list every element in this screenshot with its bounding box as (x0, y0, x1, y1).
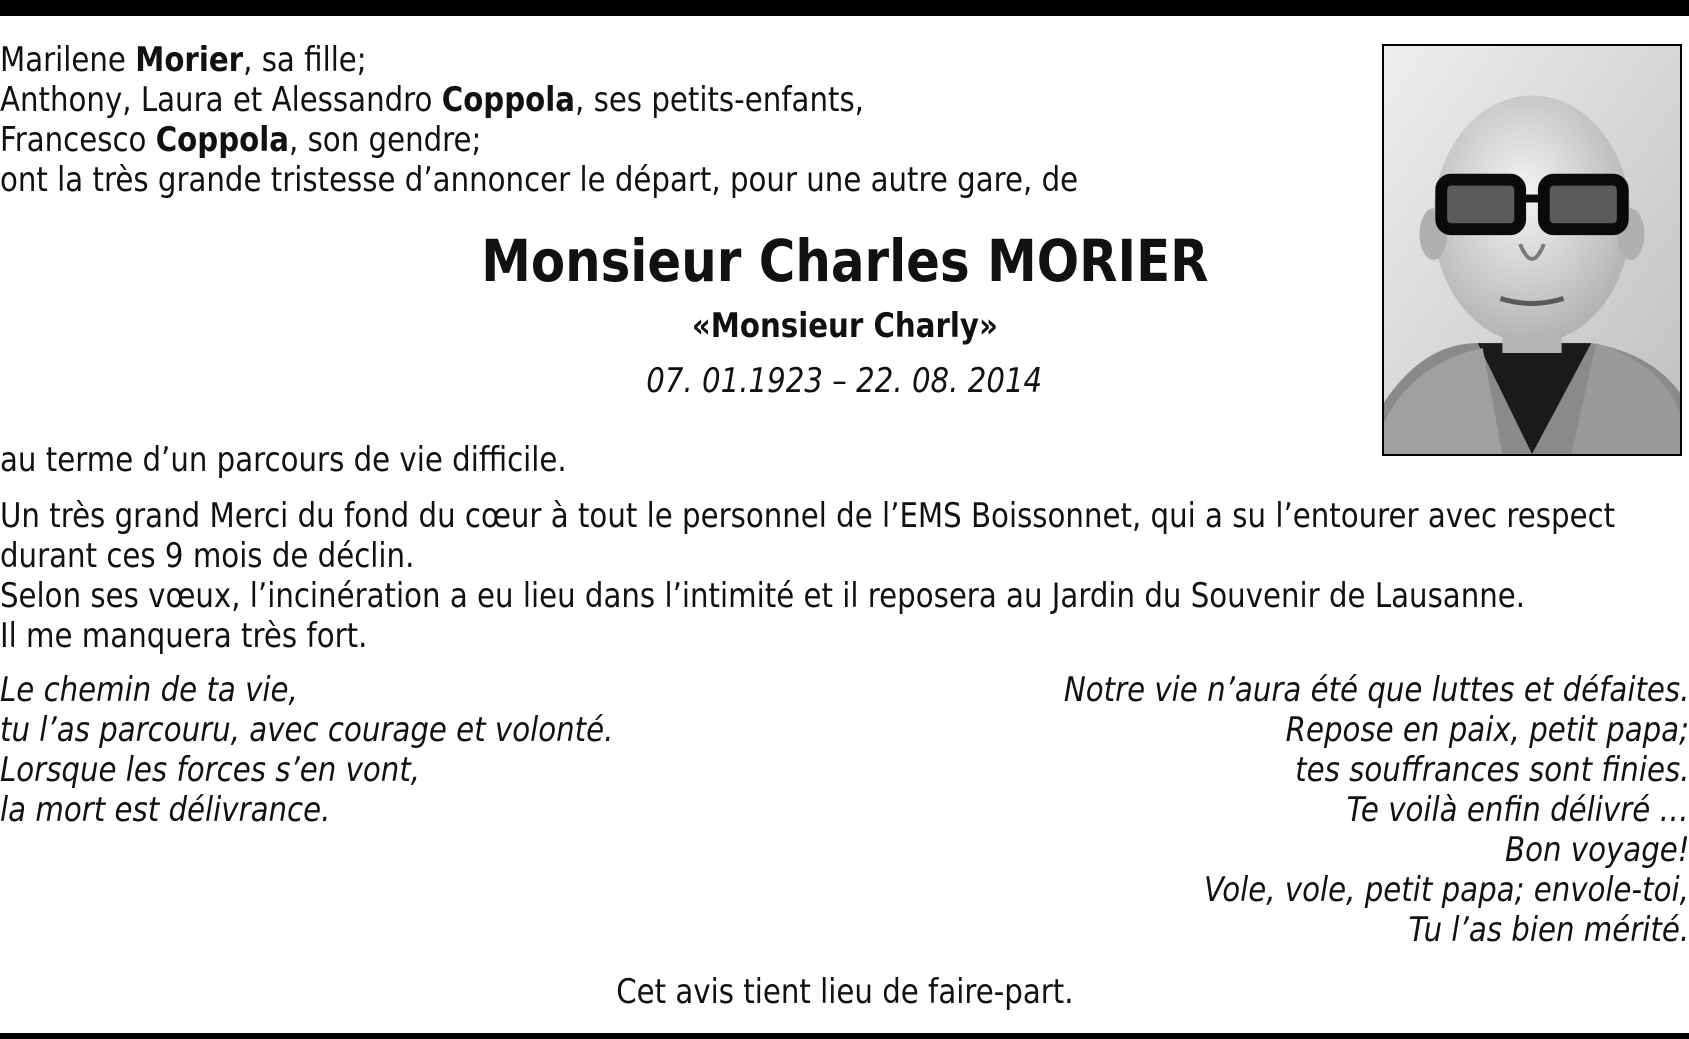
footer-notice: Cet avis tient lieu de faire-part. (615, 972, 1074, 1012)
poem-right-line: Repose en paix, petit papa; (1285, 710, 1689, 750)
poem-right-line: Tu l’as bien mérité. (1408, 910, 1689, 950)
poem-right-line: Vole, vole, petit papa; envole-toi, (1204, 870, 1689, 910)
poem-left (0, 670, 713, 830)
body-line-1: Un très grand Merci du fond du cœur à tout le personnel de l’EMS Boissonnet, qui a su l’entourer avec respect (0, 496, 1616, 536)
poem-right-line: Te voilà enfin délivré … (1346, 790, 1689, 830)
deceased-nickname: «Monsieur Charly» (691, 306, 998, 346)
portrait-illustration (1384, 46, 1680, 454)
poem-left-line: Le chemin de ta vie, (0, 670, 298, 710)
deceased-name: Monsieur Charles MORIER (480, 227, 1209, 295)
poem-right-line: Bon voyage! (1504, 830, 1689, 870)
poem-right-line: tes souffrances sont finies. (1294, 750, 1689, 790)
intro-line-3: Francesco Coppola, son gendre; (0, 120, 482, 160)
body-paragraph-2 (0, 496, 1689, 656)
poem-right-line: Notre vie n’aura été que luttes et défaites. (1063, 670, 1689, 710)
intro-line-1: Marilene Morier, sa fille; (0, 40, 367, 80)
intro-line-4: ont la très grande tristesse d’annoncer le départ, pour une autre gare, de (0, 160, 1079, 200)
body-line-2: durant ces 9 mois de déclin. (0, 536, 415, 576)
portrait-photo (1382, 44, 1682, 456)
poem-right (962, 670, 1689, 950)
poem-left-line: la mort est délivrance. (0, 790, 331, 830)
body-line-3: Selon ses vœux, l’incinération a eu lieu dans l’intimité et il reposera au Jardin du Souvenir de Lausanne. (0, 576, 1526, 616)
body-paragraph-1: au terme d’un parcours de vie difficile. (0, 440, 567, 480)
body-line-4: Il me manquera très fort. (0, 616, 368, 656)
poem-left-line: Lorsque les forces s’en vont, (0, 750, 421, 790)
top-rule (0, 0, 1689, 16)
family-intro (0, 40, 1254, 200)
intro-line-2: Anthony, Laura et Alessandro Coppola, ses petits-enfants, (0, 80, 864, 120)
deceased-dates: 07. 01.1923 – 22. 08. 2014 (646, 361, 1043, 401)
poem-left-line: tu l’as parcouru, avec courage et volonté. (0, 710, 614, 750)
bottom-rule (0, 1033, 1689, 1039)
